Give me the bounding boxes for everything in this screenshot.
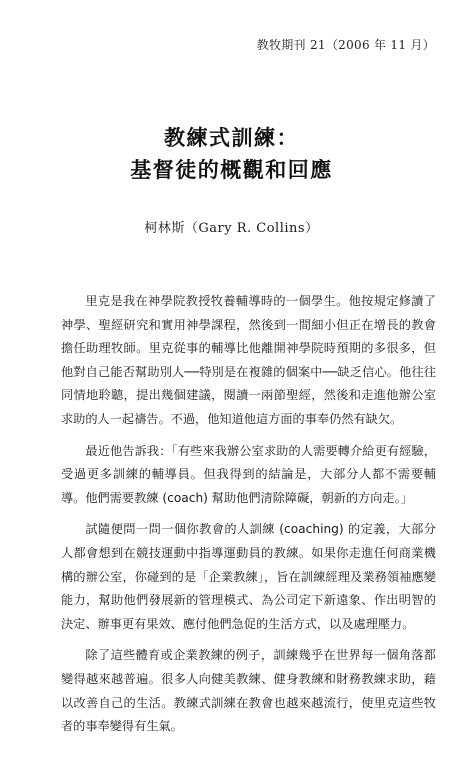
article-title [0, 122, 463, 186]
title-line-1: 教練式訓練： [164, 126, 299, 150]
title-line-2: 基督徒的概觀和回應 [130, 158, 333, 182]
journal-running-header: 教牧期刊 21（2006 年 11 月） [256, 38, 435, 52]
body-paragraph-3: 試隨便問一問一個你教會的人訓練 (coaching) 的定義，大部分人都會想到在競技運動中指導運動員的教練。如果你走進任何商業機構的辦公室，你碰到的是「企業教練」，旨在訓練經理及業務領袖應變能力，幫助他們發展新的管理模式、為公司定下新遠象、作出明智的決定、辦事更有果效、應付他們急促的生活方式，以及處理壓力。 [61, 522, 436, 631]
body-paragraph-1: 里克是我在神學院教授牧養輔導時的一個學生。他按規定修讀了神學、聖經研究和實用神學課程，然後到一間細小但正在增長的教會擔任助理牧師。里克從事的輔導比他離開神學院時預期的多很多，但他對自己能否幫助別人──特別是在複雜的個案中──缺乏信心。他往往同情地聆聽，提出幾個建議，閱讀一兩節聖經，然後和走進他辦公室求助的人一起禱告。不過，他知道他這方面的事奉仍然有缺欠。 [61, 294, 436, 426]
body-paragraph-2: 最近他告訴我：「有些來我辦公室求助的人需要轉介給更有經驗，受過更多訓練的輔導員。但我得到的結論是，大部分人都不需要輔導。他們需要教練 (coach) 幫助他們清除障礙，朝新的方向走。」 [61, 443, 436, 505]
author-byline: 柯林斯（Gary R. Collins） [144, 221, 319, 236]
body-paragraph-4: 除了這些體育或企業教練的例子，訓練幾乎在世界每一個角落都變得越來越普遍。很多人向健美教練、健身教練和財務教練求助，藉以改善自己的生活。教練式訓練在教會也越來越流行，使里克這些牧者的事奉變得有生氣。 [61, 648, 436, 734]
article-body [61, 290, 436, 747]
